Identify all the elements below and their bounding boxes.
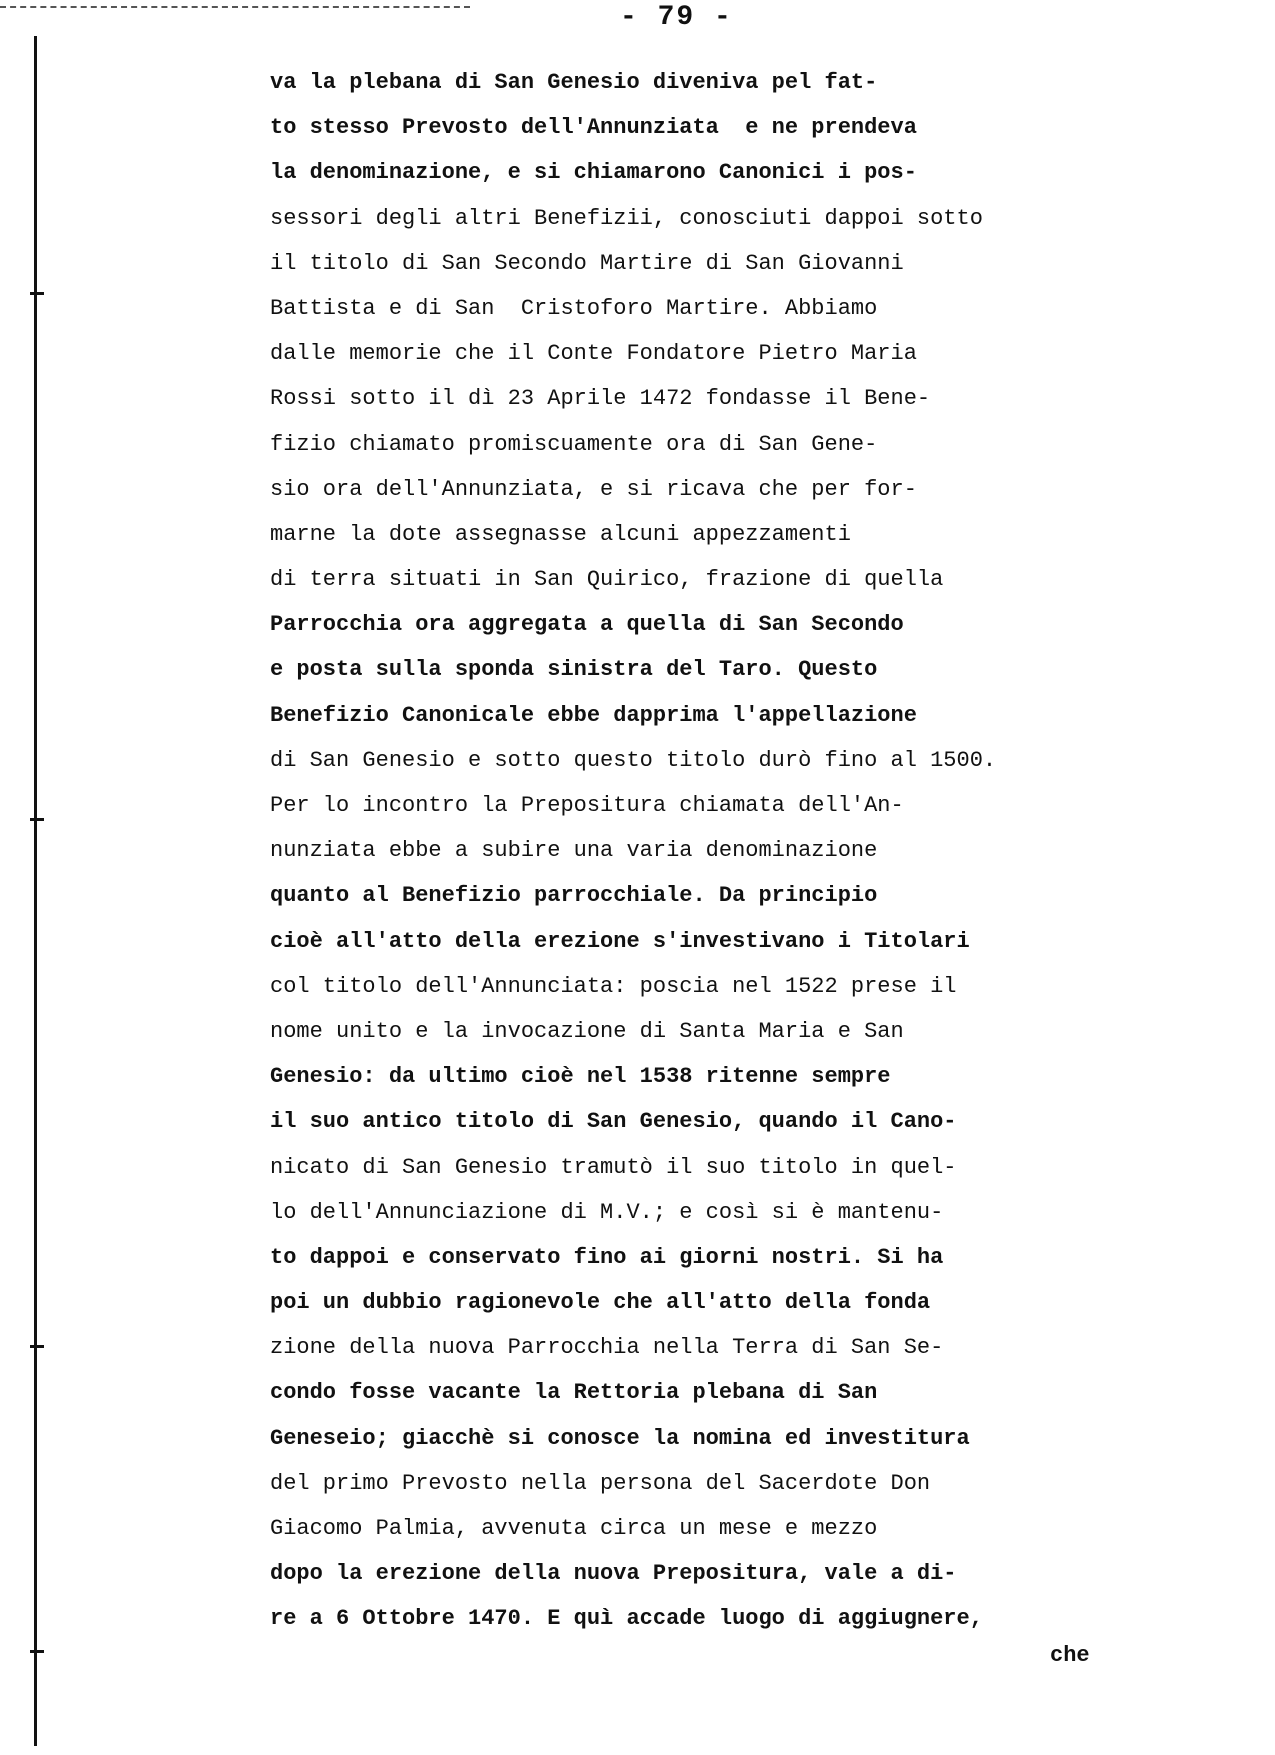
text-line: del primo Prevosto nella persona del Sacerdote Don bbox=[270, 1470, 931, 1496]
text-line: sessori degli altri Benefizii, conosciuti dappoi sotto bbox=[270, 205, 983, 231]
text-line: nunziata ebbe a subire una varia denominazione bbox=[270, 838, 878, 864]
text-line: di terra situati in San Quirico, frazione di quella bbox=[270, 567, 944, 593]
text-line: Geneseio; giacchè si conosce la nomina ed investitura bbox=[270, 1425, 970, 1451]
binding-tick bbox=[30, 818, 44, 821]
text-line: Benefizio Canonicale ebbe dapprima l'appellazione bbox=[270, 702, 917, 728]
text-line: va la plebana di San Genesio diveniva pel fat- bbox=[270, 70, 878, 95]
binding-tick bbox=[30, 292, 44, 295]
text-line: Rossi sotto il dì 23 Aprile 1472 fondasse il Bene- bbox=[270, 386, 931, 412]
page-number: - 79 - bbox=[620, 2, 733, 33]
text-line: zione della nuova Parrocchia nella Terra di San Se- bbox=[270, 1335, 944, 1361]
text-line: Per lo incontro la Prepositura chiamata dell'An- bbox=[270, 793, 904, 818]
text-line: dopo la erezione della nuova Prepositura, vale a di- bbox=[270, 1561, 957, 1587]
text-line: fizio chiamato promiscuamente ora di San Gene- bbox=[270, 431, 878, 457]
body-text bbox=[270, 60, 1130, 1642]
text-line: Parrocchia ora aggregata a quella di San Secondo bbox=[270, 612, 904, 638]
text-line: la denominazione, e si chiamarono Canonici i pos- bbox=[270, 160, 917, 186]
text-line: e posta sulla sponda sinistra del Taro. Questo bbox=[270, 657, 878, 683]
top-dashed-rule bbox=[0, 6, 470, 8]
text-line: Genesio: da ultimo cioè nel 1538 ritenne sempre bbox=[270, 1064, 891, 1090]
text-line: Giacomo Palmia, avvenuta circa un mese e mezzo bbox=[270, 1516, 878, 1541]
text-line: sio ora dell'Annunziata, e si ricava che per for- bbox=[270, 476, 917, 502]
text-line: lo dell'Annunciazione di M.V.; e così si è mantenu- bbox=[270, 1199, 944, 1225]
text-line: marne la dote assegnasse alcuni appezzamenti bbox=[270, 521, 851, 547]
text-line: poi un dubbio ragionevole che all'atto della fonda bbox=[270, 1290, 931, 1316]
binding-tick bbox=[30, 1345, 44, 1348]
text-line: col titolo dell'Annunciata: poscia nel 1522 prese il bbox=[270, 973, 957, 999]
text-line: il titolo di San Secondo Martire di San Giovanni bbox=[270, 250, 904, 276]
catchword: che bbox=[1050, 1643, 1090, 1668]
text-line: nicato di San Genesio tramutò il suo titolo in quel- bbox=[270, 1154, 957, 1180]
text-line: nome unito e la invocazione di Santa Maria e San bbox=[270, 1018, 904, 1044]
text-line: quanto al Benefizio parrocchiale. Da principio bbox=[270, 883, 878, 909]
text-line: il suo antico titolo di San Genesio, quando il Cano- bbox=[270, 1109, 957, 1135]
text-line: to stesso Prevosto dell'Annunziata e ne prendeva bbox=[270, 115, 917, 141]
text-line: di San Genesio e sotto questo titolo durò fino al 1500. bbox=[270, 747, 997, 773]
text-line: re a 6 Ottobre 1470. E quì accade luogo di aggiugnere, bbox=[270, 1606, 983, 1632]
text-line: cioè all'atto della erezione s'investivano i Titolari bbox=[270, 928, 970, 954]
text-line: to dappoi e conservato fino ai giorni nostri. Si ha bbox=[270, 1244, 944, 1270]
text-line: Battista e di San Cristoforo Martire. Abbiamo bbox=[270, 295, 878, 321]
binding-tick bbox=[30, 1650, 44, 1653]
text-line: dalle memorie che il Conte Fondatore Pietro Maria bbox=[270, 341, 917, 367]
text-line: condo fosse vacante la Rettoria plebana di San bbox=[270, 1380, 878, 1406]
